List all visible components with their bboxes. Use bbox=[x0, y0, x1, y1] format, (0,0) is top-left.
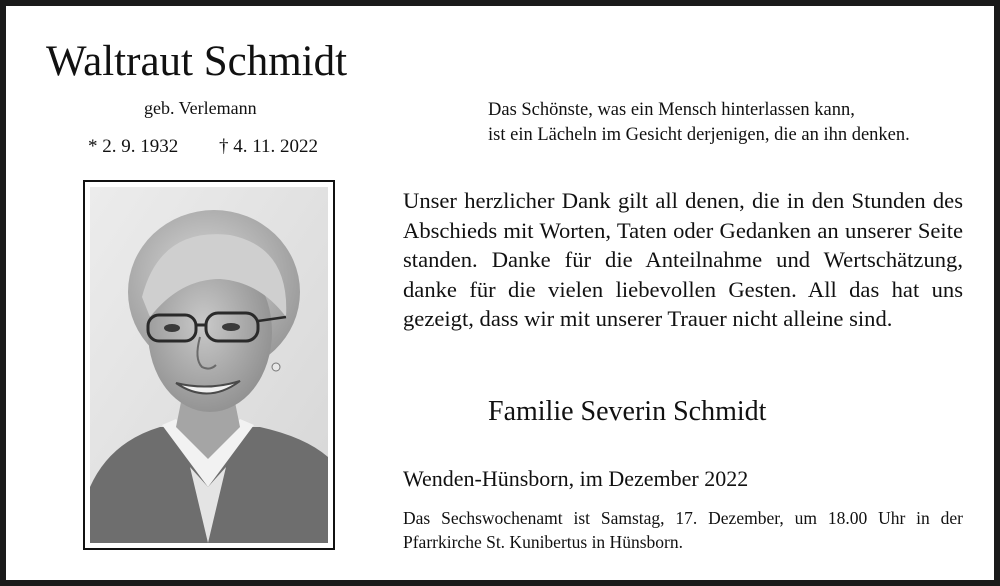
death-date: † 4. 11. 2022 bbox=[219, 136, 319, 157]
memorial-service-info: Das Sechswochenamt ist Samstag, 17. Dezember, um 18.00 Uhr in der Pfarrkirche St. Kunibertus in Hünsborn. bbox=[403, 508, 963, 552]
memorial-quote bbox=[488, 98, 910, 148]
life-dates bbox=[88, 136, 318, 158]
thanks-message: Unser herzlicher Dank gilt all denen, die in den Stunden des Abschieds mit Worten, Taten oder Gedanken an unserer Seite standen. Danke für die Anteilnahme und Wertschätzung, danke für die vielen liebevollen Gesten. All das hat uns gezeigt, dass wir mit unserer Trauer nicht alleine sind. bbox=[403, 188, 963, 331]
place-and-date: Wenden-Hünsborn, im Dezember 2022 bbox=[403, 466, 749, 491]
portrait-photo-frame bbox=[83, 180, 335, 550]
maiden-name: geb. Verlemann bbox=[144, 98, 257, 118]
deceased-name: Waltraut Schmidt bbox=[46, 38, 348, 85]
family-signature: Familie Severin Schmidt bbox=[488, 396, 767, 427]
quote-line: Das Schönste, was ein Mensch hinterlassen kann, bbox=[488, 100, 855, 120]
birth-date: * 2. 9. 1932 bbox=[88, 136, 179, 157]
portrait-photo bbox=[90, 187, 328, 543]
quote-line: ist ein Lächeln im Gesicht derjenigen, die an ihn denken. bbox=[488, 125, 910, 145]
